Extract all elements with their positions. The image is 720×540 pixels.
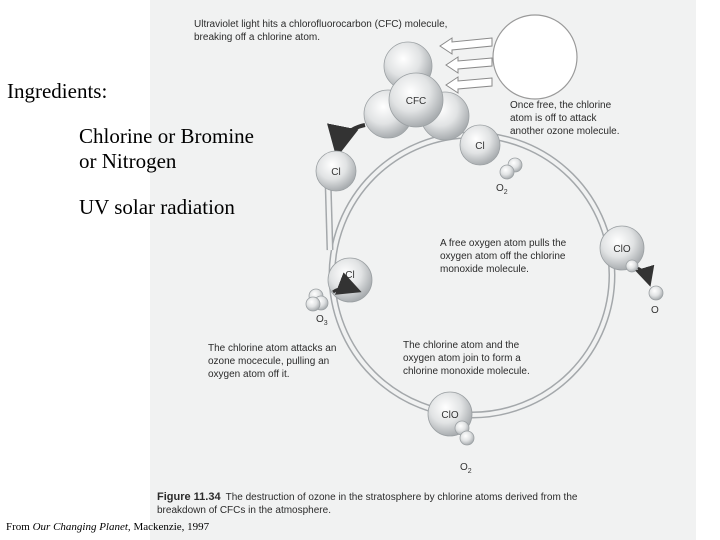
free-caption-line1: Once free, the chlorine xyxy=(510,100,612,111)
svg-text:Cl: Cl xyxy=(331,167,341,178)
uv-caption xyxy=(194,18,447,44)
ingredients-heading: Ingredients: xyxy=(7,79,108,103)
figure-caption xyxy=(157,491,577,517)
attack-caption-line3: oxygen atom off it. xyxy=(208,369,290,380)
ingredient-uv: UV solar radiation xyxy=(79,195,235,219)
free-caption-line3: another ozone molecule. xyxy=(510,126,620,137)
chlorine-monoxide-bottom xyxy=(428,392,474,475)
join-caption-line3: chlorine monoxide molecule. xyxy=(403,366,530,377)
svg-text:Cl: Cl xyxy=(475,141,485,152)
free-chlorine-caption xyxy=(510,99,620,138)
oxygen-caption-line3: monoxide molecule. xyxy=(440,264,529,275)
sun-icon xyxy=(493,15,577,99)
join-caption-line2: oxygen atom join to form a xyxy=(403,353,521,364)
figure-number: Figure 11.34 xyxy=(157,491,221,503)
oxygen-caption-line1: A free oxygen atom pulls the xyxy=(440,238,567,249)
svg-text:O2: $O_2$ xyxy=(460,462,472,475)
attack-caption-line1: The chlorine atom attacks an xyxy=(208,343,337,354)
svg-text:O2: $O_2$ xyxy=(496,183,508,196)
uv-caption-line1: Ultraviolet light hits a chlorofluorocarbon (CFC) molecule, xyxy=(194,19,448,30)
uv-ray-arrows xyxy=(440,38,492,93)
cfc-molecule xyxy=(364,42,469,140)
svg-text:Cl: Cl xyxy=(345,270,355,281)
attack-caption xyxy=(208,342,336,381)
join-caption-line1: The chlorine atom and the xyxy=(403,340,520,351)
svg-text:CFC: CFC xyxy=(405,96,427,107)
credit-prefix: From xyxy=(6,521,33,533)
attack-caption-line2: ozone mocecule, pulling an xyxy=(208,356,330,367)
ingredient-chlorine-line1: Chlorine or Bromine xyxy=(79,124,254,148)
svg-text:ClO: ClO xyxy=(441,410,459,421)
ingredient-chlorine-line2: or Nitrogen xyxy=(79,149,177,173)
release-arrow xyxy=(338,125,365,150)
ingredient-chlorine xyxy=(79,124,254,174)
join-caption xyxy=(403,339,530,378)
credit-book-title: Our Changing Planet, xyxy=(32,521,131,533)
oxygen-pull-caption xyxy=(440,237,566,276)
figure-caption-line1: The destruction of ozone in the stratosphere by chlorine atoms derived from the xyxy=(225,492,578,503)
svg-text:ClO: ClO xyxy=(613,244,631,255)
oxygen-caption-line2: oxygen atom off the chlorine xyxy=(440,251,566,262)
figure-caption-line2: breakdown of CFCs in the atmosphere. xyxy=(157,505,331,516)
svg-text:O3: $O_3$ xyxy=(316,314,328,327)
source-credit xyxy=(6,521,209,533)
free-caption-line2: atom is off to attack xyxy=(510,113,597,124)
uv-caption-line2: breaking off a chlorine atom. xyxy=(194,32,321,43)
chlorine-atom-free xyxy=(316,151,356,191)
svg-text:O: O xyxy=(651,305,659,316)
credit-suffix: Mackenzie, 1997 xyxy=(130,521,210,533)
